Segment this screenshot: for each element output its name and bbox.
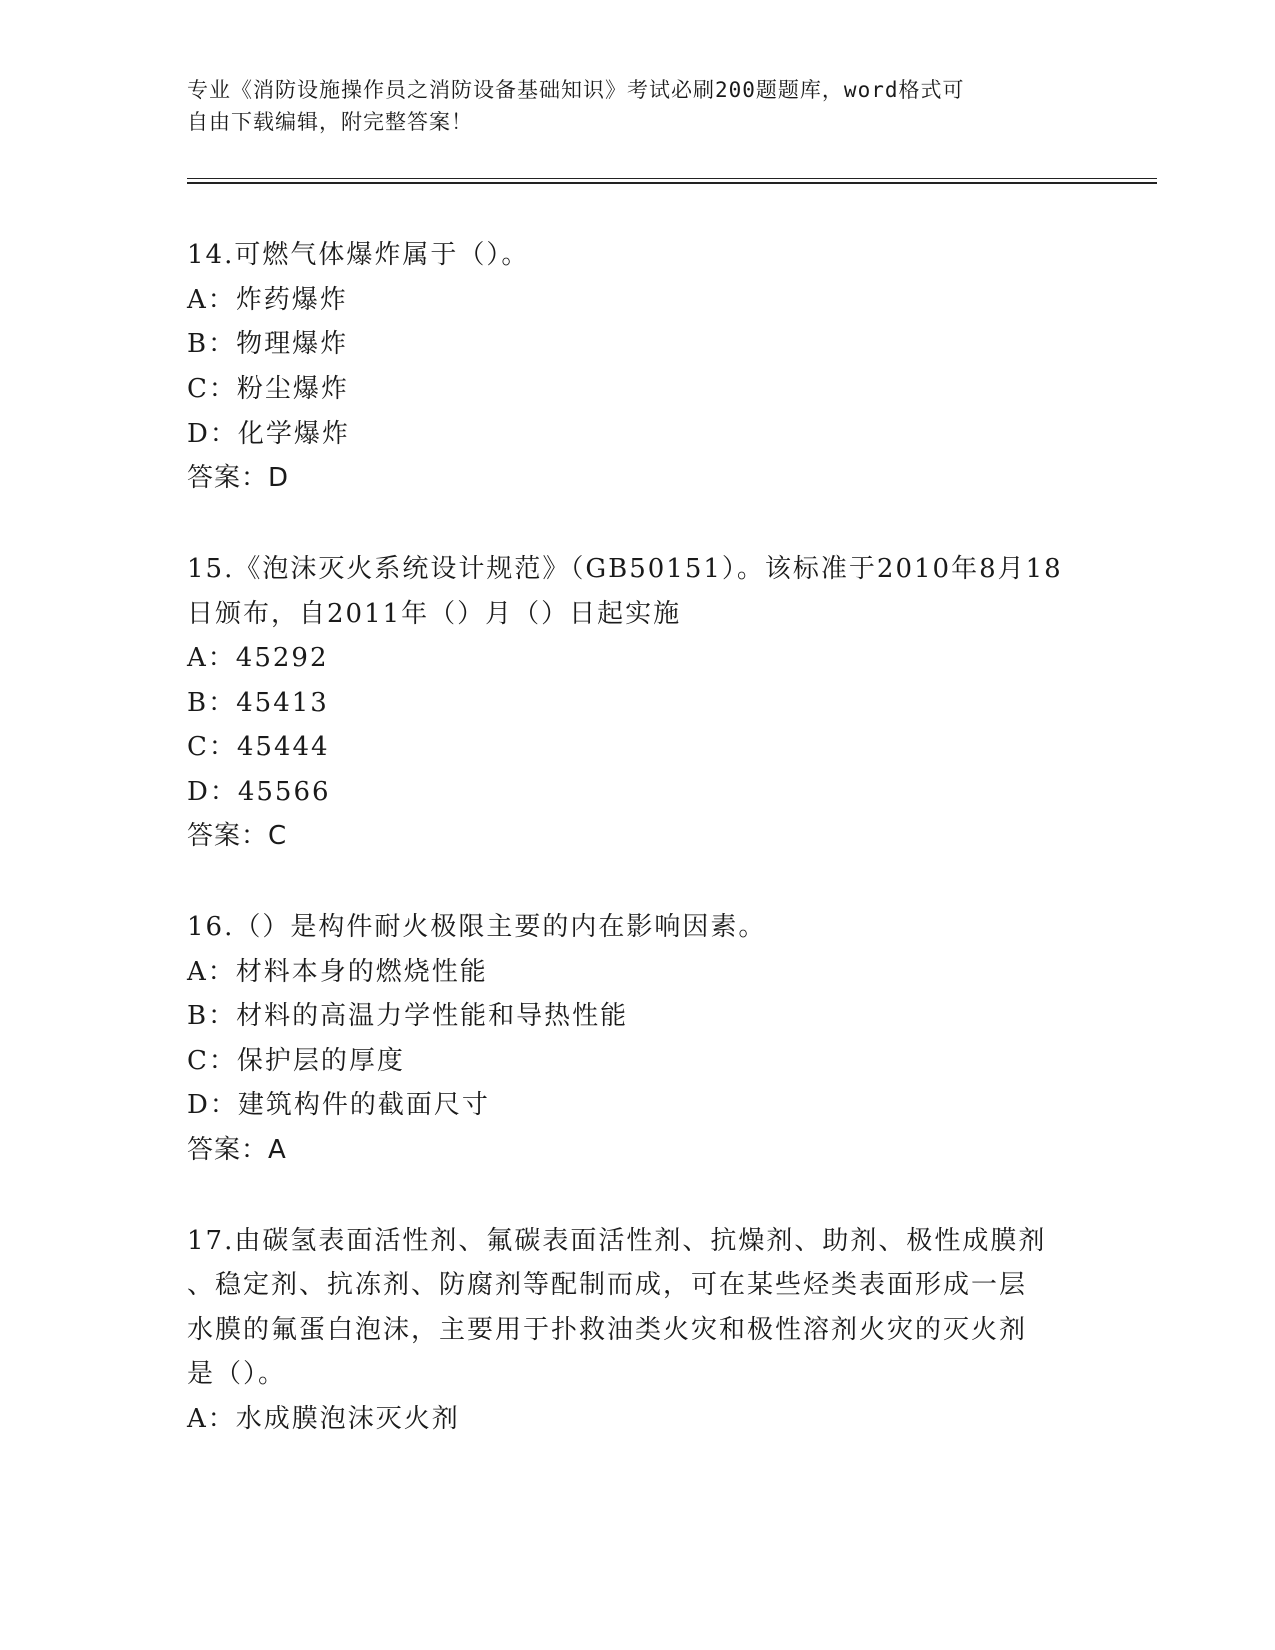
header-rule-thick	[187, 182, 1157, 184]
question-17-option-a: A：水成膜泡沫灭火剂	[187, 1404, 460, 1434]
question-14-option-b: B：物理爆炸	[187, 329, 349, 359]
page-header	[187, 74, 1067, 138]
question-16-answer: 答案：A	[187, 1135, 287, 1165]
question-15-stem-line-1: 15.《泡沫灭火系统设计规范》（GB50151）。该标准于2010年8月18	[187, 554, 1063, 584]
question-16-option-c: C：保护层的厚度	[187, 1046, 405, 1076]
question-16-option-d: D：建筑构件的截面尺寸	[187, 1090, 490, 1120]
question-16-option-a: A：材料本身的燃烧性能	[187, 957, 488, 987]
question-15-stem-line-2: 日颁布，自2011年（）月（）日起实施	[187, 599, 682, 629]
question-15-option-b: B：45413	[187, 688, 329, 718]
question-15-answer: 答案：C	[187, 821, 288, 851]
question-17-stem-line-1: 17.由碳氢表面活性剂、氟碳表面活性剂、抗燥剂、助剂、极性成膜剂	[187, 1226, 1047, 1256]
question-14-stem: 14.可燃气体爆炸属于（）。	[187, 240, 530, 270]
question-14-option-c: C：粉尘爆炸	[187, 374, 349, 404]
question-17-stem-line-4: 是（）。	[187, 1359, 287, 1389]
question-15-option-c: C：45444	[187, 732, 330, 762]
question-17-stem-line-3: 水膜的氟蛋白泡沫，主要用于扑救油类火灾和极性溶剂火灾的灭火剂	[187, 1315, 1028, 1345]
header-line-1: 专业《消防设施操作员之消防设备基础知识》考试必刷200题题库，word格式可	[187, 78, 965, 102]
question-16-option-b: B：材料的高温力学性能和导热性能	[187, 1001, 629, 1031]
question-14-answer: 答案：D	[187, 463, 290, 493]
question-17-stem-line-2: 、稳定剂、抗冻剂、防腐剂等配制而成，可在某些烃类表面形成一层	[187, 1270, 1028, 1300]
header-line-2: 自由下载编辑，附完整答案！	[187, 110, 473, 134]
question-14-option-d: D：化学爆炸	[187, 419, 350, 449]
question-14-option-a: A：炸药爆炸	[187, 285, 348, 315]
question-15-option-a: A：45292	[187, 643, 329, 673]
question-16-stem: 16.（）是构件耐火极限主要的内在影响因素。	[187, 912, 767, 942]
question-15-option-d: D：45566	[187, 777, 331, 807]
header-rule-thin	[187, 178, 1157, 179]
